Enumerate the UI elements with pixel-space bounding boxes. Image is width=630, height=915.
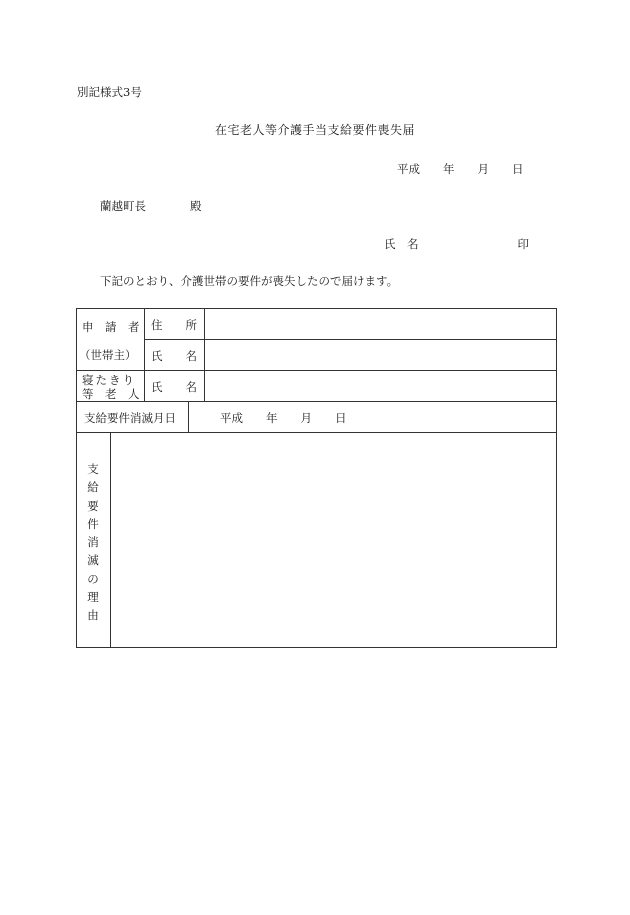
date-day-label: 日 bbox=[512, 162, 524, 176]
bedridden-label: 寝たきり bbox=[82, 373, 136, 387]
date-era: 平成 bbox=[397, 162, 420, 176]
date-month-label: 月 bbox=[477, 162, 489, 176]
reason-char: 理 bbox=[87, 590, 99, 605]
intro-text: 下記のとおり、介護世帯の要件が喪失したので届けます。 bbox=[100, 274, 399, 288]
reason-char: 件 bbox=[87, 516, 99, 531]
extinction-date[interactable] bbox=[220, 410, 347, 426]
table-rule bbox=[76, 401, 557, 402]
form-number: 別記様式3号 bbox=[77, 85, 142, 99]
date-year-label: 年 bbox=[443, 162, 455, 176]
name-label: 氏 名 bbox=[151, 349, 197, 363]
addressee bbox=[100, 198, 202, 214]
bedridden-sublabel: 等 老 人 bbox=[82, 387, 140, 401]
extinction-day-label: 日 bbox=[335, 411, 347, 425]
bedridden-name-field[interactable] bbox=[205, 371, 556, 401]
applicant-sublabel: （世帯主） bbox=[79, 348, 137, 362]
address-field[interactable] bbox=[205, 309, 556, 339]
extinction-year-label: 年 bbox=[266, 411, 278, 425]
table-rule bbox=[144, 308, 145, 401]
applicant-name-field[interactable] bbox=[205, 340, 556, 370]
reason-char: 消 bbox=[87, 535, 99, 550]
reason-char: 給 bbox=[87, 480, 99, 495]
seal-label: 印 bbox=[517, 237, 529, 251]
extinction-date-label: 支給要件消滅月日 bbox=[84, 411, 176, 425]
reason-field[interactable] bbox=[111, 433, 556, 647]
header-date bbox=[397, 161, 524, 177]
reason-char: 支 bbox=[87, 462, 99, 476]
reason-char: 由 bbox=[87, 608, 99, 623]
applicant-label: 申 請 者 bbox=[82, 320, 140, 334]
addressee-honorific: 殿 bbox=[190, 199, 202, 213]
extinction-era: 平成 bbox=[220, 411, 243, 425]
applicant-signature bbox=[384, 236, 529, 252]
extinction-month-label: 月 bbox=[300, 411, 312, 425]
reason-char: 滅 bbox=[87, 553, 99, 568]
signature-name-label: 氏 名 bbox=[384, 237, 419, 251]
addressee-name: 蘭越町長 bbox=[100, 199, 146, 213]
bedridden-name-label: 氏 名 bbox=[151, 380, 197, 394]
reason-label bbox=[86, 460, 100, 625]
table-rule bbox=[188, 401, 189, 432]
address-label: 住 所 bbox=[151, 318, 197, 332]
reason-char: の bbox=[87, 571, 99, 586]
reason-char: 要 bbox=[87, 498, 99, 513]
document-title: 在宅老人等介護手当支給要件喪失届 bbox=[214, 123, 415, 137]
